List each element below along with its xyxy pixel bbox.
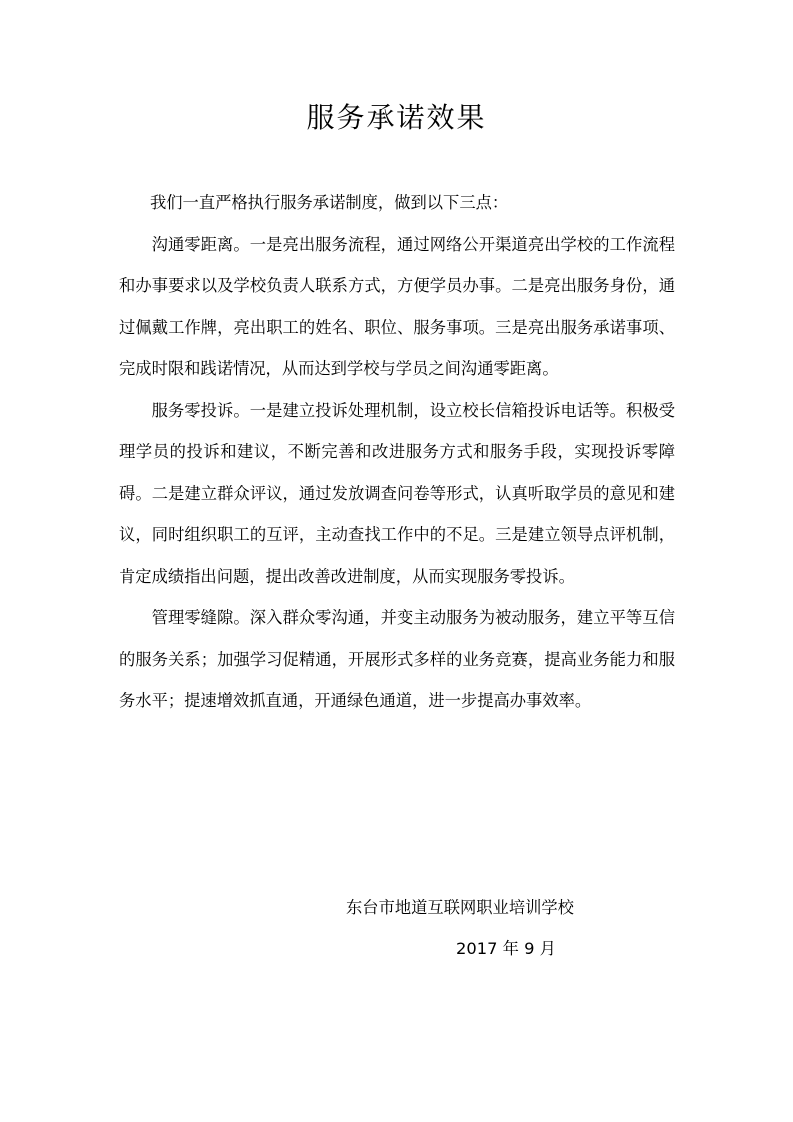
paragraph-management: 管理零缝隙。深入群众零沟通，并变主动服务为被动服务，建立平等互信的服务关系；加强学习促精通，开展形式多样的业务竞赛，提高业务能力和服务水平；提速增效抓直通，开通绿色通道，进一步提高办事效率。 bbox=[119, 608, 675, 710]
document-title: 服务承诺效果 bbox=[306, 101, 487, 134]
paragraph-complaints: 服务零投诉。一是建立投诉处理机制，设立校长信箱投诉电话等。积极受理学员的投诉和建议，不断完善和改进服务方式和服务手段，实现投诉零障碍。二是建立群众评议，通过发放调查问卷等形式，认真听取学员的意见和建议，同时组织职工的互评，主动查找工作中的不足。三是建立领导点评机制，肯定成绩指出问题，提出改善改进制度，从而实现服务零投诉。 bbox=[119, 400, 675, 586]
document-body bbox=[119, 182, 675, 722]
paragraph-intro: 我们一直严格执行服务承诺制度，做到以下三点： bbox=[149, 193, 509, 212]
signature-organization: 东台市地道互联网职业培训学校 bbox=[346, 898, 574, 917]
signature-date: 2017 年 9 月 bbox=[456, 939, 556, 958]
paragraph-communication: 沟通零距离。一是亮出服务流程，通过网络公开渠道亮出学校的工作流程和办事要求以及学校负责人联系方式，方便学员办事。二是亮出服务身份，通过佩戴工作牌，亮出职工的姓名、职位、服务事项。三是亮出服务承诺事项、完成时限和践诺情况，从而达到学校与学员之间沟通零距离。 bbox=[119, 234, 675, 378]
